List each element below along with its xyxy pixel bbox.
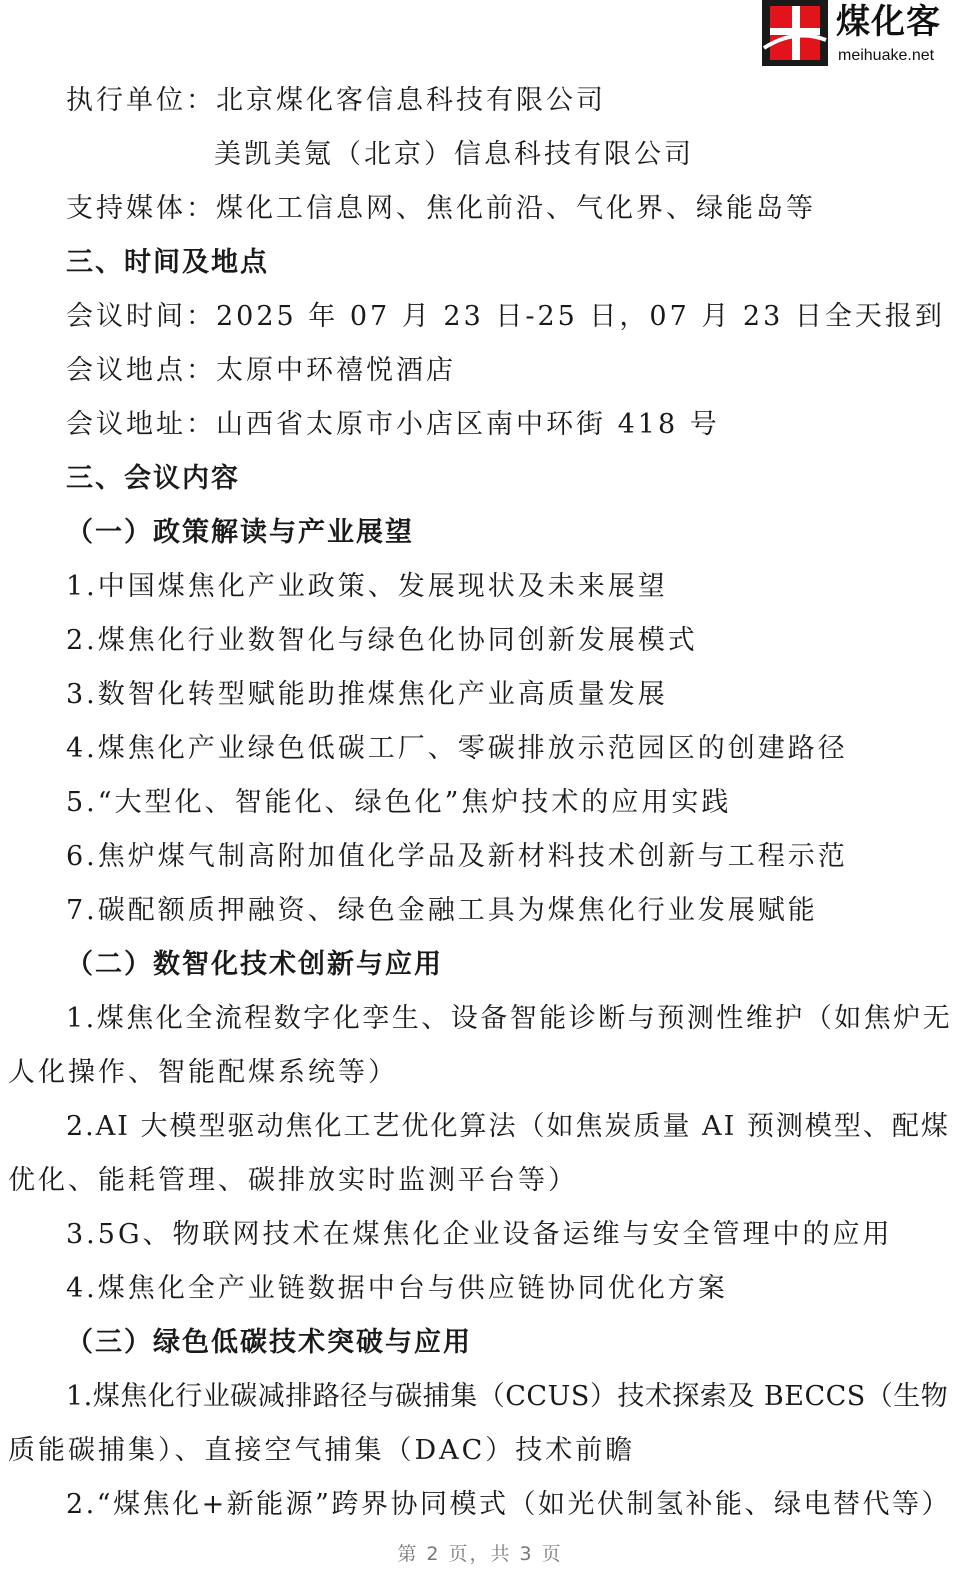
list-item: 1.煤焦化行业碳减排路径与碳捕集（CCUS）技术探索及 BECCS（生物: [66, 1381, 949, 1412]
meeting-address: 会议地址：山西省太原市小店区南中环街 418 号: [66, 409, 720, 440]
list-item: 4.煤焦化全产业链数据中台与供应链协同优化方案: [66, 1273, 728, 1304]
list-item-continued: 优化、能耗管理、碳排放实时监测平台等）: [8, 1165, 578, 1196]
subsection-heading-1: （一）政策解读与产业展望: [66, 517, 414, 548]
subsection-heading-2: （二）数智化技术创新与应用: [66, 949, 443, 980]
logo-mark-icon: [762, 0, 828, 66]
section-heading-time-place: 三、时间及地点: [66, 247, 269, 278]
list-item: 3.数智化转型赋能助推煤焦化产业高质量发展: [66, 679, 668, 710]
section-heading-content: 三、会议内容: [66, 463, 240, 494]
list-item: 7.碳配额质押融资、绿色金融工具为煤焦化行业发展赋能: [66, 895, 818, 926]
list-item: 2.AI 大模型驱动焦化工艺优化算法（如焦炭质量 AI 预测模型、配煤: [66, 1111, 950, 1142]
meeting-venue: 会议地点：太原中环禧悦酒店: [66, 355, 456, 386]
list-item: 4.煤焦化产业绿色低碳工厂、零碳排放示范园区的创建路径: [66, 733, 848, 764]
list-item: 3.5G、物联网技术在煤焦化企业设备运维与安全管理中的应用: [66, 1219, 893, 1250]
list-item: 2.煤焦化行业数智化与绿色化协同创新发展模式: [66, 625, 698, 656]
list-item: 6.焦炉煤气制高附加值化学品及新材料技术创新与工程示范: [66, 841, 848, 872]
logo-url: meihuake.net: [838, 47, 935, 64]
logo-name: 煤化客: [836, 2, 941, 42]
media-line: 支持媒体：煤化工信息网、焦化前沿、气化界、绿能岛等: [66, 193, 816, 224]
list-item-continued: 质能碳捕集）、直接空气捕集（DAC）技术前瞻: [8, 1435, 636, 1466]
meeting-time: 会议时间：2025 年 07 月 23 日-25 日，07 月 23 日全天报到: [66, 301, 945, 332]
meihuake-logo: [762, 0, 972, 70]
subsection-heading-3: （三）绿色低碳技术突破与应用: [66, 1327, 472, 1358]
list-item: 1.煤焦化全流程数字化孪生、设备智能诊断与预测性维护（如焦炉无: [66, 1003, 953, 1034]
page-number-footer: 第 2 页，共 3 页: [397, 1543, 563, 1565]
executor-line: 执行单位：北京煤化客信息科技有限公司: [66, 85, 606, 116]
list-item: 2.“煤焦化+新能源”跨界协同模式（如光伏制氢补能、绿电替代等）: [66, 1489, 951, 1520]
list-item: 1.中国煤焦化产业政策、发展现状及未来展望: [66, 571, 668, 602]
list-item-continued: 人化操作、智能配煤系统等）: [8, 1057, 398, 1088]
executor-line-2: 美凯美氪（北京）信息科技有限公司: [214, 139, 694, 170]
list-item: 5.“大型化、智能化、绿色化”焦炉技术的应用实践: [66, 787, 732, 818]
